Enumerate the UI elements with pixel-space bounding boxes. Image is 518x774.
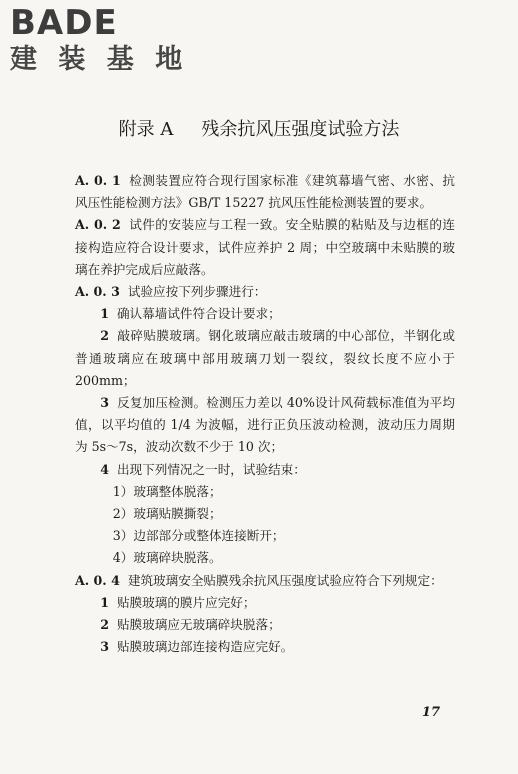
clause-text: 建筑玻璃安全贴膜残余抗风压强度试验应符合下列规定： [127, 572, 443, 588]
step-number: 1 [100, 306, 109, 322]
appendix-title: 残余抗风压强度试验方法 [201, 119, 400, 140]
step-item [75, 325, 455, 392]
bade-logo [10, 4, 188, 76]
requirement-item [75, 614, 455, 636]
sub-item: 2）玻璃贴膜撕裂； [112, 506, 222, 522]
requirement-number: 1 [100, 594, 109, 610]
step-item [75, 303, 455, 325]
clause-number: A. 0. 1 [75, 173, 121, 188]
appendix-code: 附录 A [118, 119, 174, 140]
clause-text: 试件的安装应与工程一致。安全贴膜的粘贴及与边框的连接构造应符合设计要求，试件应养护 2 周；中空玻璃中未贴膜的玻璃在养护完成后应敲落。 [75, 217, 455, 277]
clause-number: A. 0. 2 [75, 217, 121, 233]
step-text: 出现下列情况之一时，试验结束： [116, 461, 306, 477]
requirement-text: 贴膜玻璃应无玻璃碎块脱落； [116, 617, 281, 633]
page-number: 17 [421, 705, 440, 720]
step-number: 3 [100, 395, 109, 411]
clause-number: A. 0. 4 [75, 572, 120, 588]
step-text: 敲碎贴膜玻璃。钢化玻璃应敲击玻璃的中心部位，半钢化或普通玻璃应在玻璃中部用玻璃刀划一裂纹，裂纹长度不应小于 200mm； [75, 328, 455, 388]
requirement-text: 贴膜玻璃边部连接构造应完好。 [116, 639, 294, 655]
requirement-number: 2 [100, 617, 109, 633]
sub-item: 3）边部部分或整体连接断开； [112, 528, 285, 544]
step-item [75, 459, 455, 481]
clause-a01 [75, 170, 455, 214]
step-item [75, 392, 455, 459]
step-number: 2 [100, 328, 109, 344]
requirement-item [75, 636, 455, 658]
requirement-item [75, 592, 455, 614]
clause-a02 [75, 214, 455, 281]
page-title [0, 118, 518, 142]
requirement-number: 3 [100, 639, 109, 655]
clause-number: A. 0. 3 [75, 284, 120, 300]
logo-chinese: 建 装 基 地 [10, 44, 189, 75]
document-body [75, 170, 455, 658]
clause-text: 检测装置应符合现行国家标准《建筑幕墙气密、水密、抗风压性能检测方法》GB/T 15227 抗风压性能检测装置的要求。 [75, 173, 455, 211]
sub-item: 1）玻璃整体脱落； [112, 483, 222, 499]
sub-item: 4）玻璃碎块脱落。 [112, 550, 222, 566]
step-number: 4 [100, 461, 109, 477]
requirement-text: 贴膜玻璃的膜片应完好； [116, 594, 256, 610]
logo-wordmark: BADE [10, 3, 118, 43]
step-text: 反复加压检测。检测压力差以 40%设计风荷载标准值为平均值，以平均值的 1/4 为波幅，进行正负压波动检测，波动压力周期为 5s～7s，波动次数不少于 10 次； [75, 395, 455, 455]
clause-a03 [75, 281, 455, 303]
clause-a04 [75, 570, 455, 592]
clause-text: 试验应按下列步骤进行： [127, 284, 267, 300]
step-text: 确认幕墙试件符合设计要求； [116, 306, 281, 322]
